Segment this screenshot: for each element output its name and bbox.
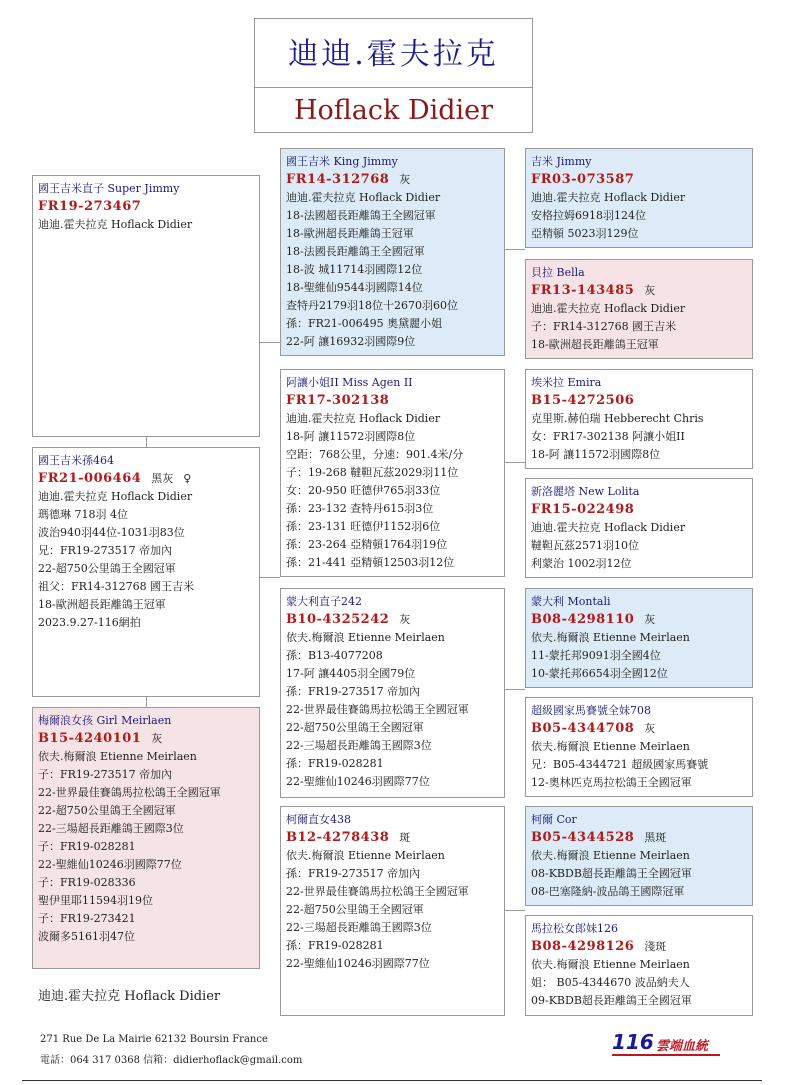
connector <box>146 697 147 707</box>
info-line: 22-三場超長距離鴿王國際3位 <box>38 822 184 835</box>
info-line: 迪迪.霍夫拉克 Hoflack Didier <box>38 490 193 503</box>
info-line: 22-超750公里鴿王全國冠軍 <box>38 562 176 575</box>
info-line: 空距：768公里，分速：901.4米/分 <box>286 448 464 461</box>
dam-sire-dam-card[interactable] <box>525 478 753 578</box>
pigeon-name: 國王吉米孫464 <box>38 454 114 467</box>
pigeon-name: 柯爾直女438 <box>286 813 351 826</box>
info-line: 22-超750公里鴿王全國冠軍 <box>286 721 424 734</box>
info-line: 孫：23-264 亞精頓1764羽19位 <box>286 538 448 551</box>
info-line: 依夫.梅爾浪 Etienne Meirlaen <box>286 849 445 862</box>
info-line: 迪迪.霍夫拉克 Hoflack Didier <box>38 218 193 231</box>
ring-number: B15-4272506 <box>531 393 635 408</box>
connector <box>505 462 525 463</box>
info-line: 依夫.梅爾浪 Etienne Meirlaen <box>531 849 690 862</box>
info-line: 孫：B13-4077208 <box>286 649 383 662</box>
info-line: 孫：FR19-028281 <box>286 939 384 952</box>
info-line: 22-聖維仙10246羽國際77位 <box>286 957 430 970</box>
ring-number: B05-4344528 <box>531 830 635 845</box>
ring-number: B15-4240101 <box>38 731 142 746</box>
ring-number: B08-4298110 <box>531 612 635 627</box>
info-line: 依夫.梅爾浪 Etienne Meirlaen <box>531 740 690 753</box>
pigeon-name: 柯爾 Cor <box>531 813 577 826</box>
info-line: 兄：B05-4344721 超級國家馬賽號 <box>531 758 709 771</box>
breeder-title-chinese: 迪迪.霍夫拉克 <box>288 37 499 72</box>
info-line: 迪迪.霍夫拉克 Hoflack Didier <box>531 302 686 315</box>
info-line: 22-世界最佳賽鴿馬拉松鴿王全國冠軍 <box>286 703 469 716</box>
info-line: 利蒙治 1002羽12位 <box>531 557 632 570</box>
dam-sire-card[interactable] <box>280 369 505 577</box>
info-line: 子：FR19-028336 <box>38 876 136 889</box>
breeder-address: 271 Rue De La Mairie 62132 Boursin France <box>40 1034 268 1045</box>
logo-number: 116 <box>612 1030 654 1054</box>
connector <box>505 689 525 690</box>
dam-sire-sire-card[interactable] <box>525 369 753 469</box>
info-line: 22-三場超長距離鴿王國際3位 <box>286 921 432 934</box>
color-label: 灰 <box>644 613 656 626</box>
info-line: 子：19-268 韃靼瓦茲2029羽11位 <box>286 466 459 479</box>
breeder-title-english: Hoflack Didier <box>293 95 494 126</box>
dam-dam-sire-card[interactable] <box>280 588 505 798</box>
info-line: 波爾多5161羽47位 <box>38 930 135 943</box>
info-line: 迪迪.霍夫拉克 Hoflack Didier <box>531 521 686 534</box>
info-line: 22-聖維仙10246羽國際77位 <box>286 775 430 788</box>
logo-underline <box>612 1054 720 1056</box>
ring-number: FR03-073587 <box>531 172 635 187</box>
footer-breeder-name: 迪迪.霍夫拉克 Hoflack Didier <box>38 989 221 1004</box>
info-line: 波治940羽44位-1031羽83位 <box>38 526 185 539</box>
info-line: 孫：FR19-028281 <box>286 757 384 770</box>
pigeon-name: 埃米拉 Emira <box>531 376 602 389</box>
info-line: 22-三場超長距離鴿王國際3位 <box>286 739 432 752</box>
info-line: 孫：21-441 亞精頓12503羽12位 <box>286 556 455 569</box>
info-line: 10-蒙托邦6654羽全國12位 <box>531 667 668 680</box>
info-line: 查特丹2179羽18位十2670羽60位 <box>286 299 458 312</box>
info-line: 22-世界最佳賽鴿馬拉松鴿王全國冠軍 <box>38 786 221 799</box>
color-label: 灰 <box>151 732 163 745</box>
info-line: 18-阿 讓11572羽國際8位 <box>531 448 661 461</box>
dam-dam-dam-card[interactable] <box>280 806 505 1016</box>
info-line: 18-阿 讓11572羽國際8位 <box>286 430 416 443</box>
info-line: 瑪德琳 718羽 4位 <box>38 508 128 521</box>
info-line: 18-波 城11714羽國際12位 <box>286 263 423 276</box>
pigeon-name: 超級國家馬賽號全妹708 <box>531 704 651 717</box>
info-line: 18-法國長距離鴿王全國冠軍 <box>286 245 425 258</box>
info-line: 12-奧林匹克馬拉松鴿王全國冠軍 <box>531 776 692 789</box>
info-line: 22-聖維仙10246羽國際77位 <box>38 858 182 871</box>
ring-number: B08-4298126 <box>531 939 635 954</box>
info-line: 克里斯.赫伯瑞 Hebberecht Chris <box>531 412 704 425</box>
info-line: 亞精頓 5023羽129位 <box>531 227 639 240</box>
info-line: 迪迪.霍夫拉克 Hoflack Didier <box>531 191 686 204</box>
info-line: 孫：FR19-273517 帝加內 <box>286 867 421 880</box>
title-divider <box>255 87 532 88</box>
info-line: 依夫.梅爾浪 Etienne Meirlaen <box>531 631 690 644</box>
title-box <box>254 18 533 133</box>
info-line: 2023.9.27-116網拍 <box>38 616 141 629</box>
cor-card[interactable] <box>525 806 753 906</box>
info-line: 18-聖維仙9544羽國際14位 <box>286 281 423 294</box>
info-line: 迪迪.霍夫拉克 Hoflack Didier <box>286 191 441 204</box>
info-line: 孫：23-132 查特丹615羽3位 <box>286 502 434 515</box>
info-line: 11-蒙托邦9091羽全國4位 <box>531 649 661 662</box>
pigeon-name: 吉米 Jimmy <box>531 155 592 168</box>
color-label: 斑 <box>399 831 411 844</box>
color-label: 灰 <box>644 722 656 735</box>
ring-number: FR15-022498 <box>531 502 635 517</box>
info-line: 18-法國超長距離鴿王全國冠軍 <box>286 209 436 222</box>
info-line: 孫：FR21-006495 奧黛麗小姐 <box>286 317 443 330</box>
sire-dam-card[interactable] <box>525 259 753 359</box>
connector <box>146 437 147 447</box>
sire-sire-card[interactable] <box>525 148 753 248</box>
info-line: 依夫.梅爾浪 Etienne Meirlaen <box>38 750 197 763</box>
info-line: 17-阿 讓4405羽全國79位 <box>286 667 416 680</box>
female-symbol-icon: ♀ <box>183 472 192 485</box>
info-line: 依夫.梅爾浪 Etienne Meirlaen <box>286 631 445 644</box>
info-line: 迪迪.霍夫拉克 Hoflack Didier <box>286 412 441 425</box>
info-line: 08-巴塞隆納-波品鴿王國際冠軍 <box>531 885 685 898</box>
sister-708-card[interactable] <box>525 697 753 797</box>
color-label: 淺斑 <box>644 940 667 953</box>
dam-card[interactable] <box>32 447 260 697</box>
connector <box>505 249 525 250</box>
info-line: 08-KBDB超長距離鴿王全國冠軍 <box>531 867 692 880</box>
color-label: 灰 <box>399 613 411 626</box>
info-line: 祖父：FR14-312768 國王吉米 <box>38 580 195 593</box>
montali-card[interactable] <box>525 588 753 688</box>
info-line: 09-KBDB超長距離鴿王全國冠軍 <box>531 994 692 1007</box>
info-line: 兄：FR19-273517 帝加內 <box>38 544 173 557</box>
info-line: 22-超750公里鴿王全國冠軍 <box>38 804 176 817</box>
color-label: 黑灰 <box>151 472 174 485</box>
info-line: 18-歐洲超長距離鴿王冠軍 <box>286 227 414 240</box>
connector <box>260 342 280 343</box>
ring-number: B05-4344708 <box>531 721 635 736</box>
sire-card[interactable] <box>280 148 505 356</box>
bottom-divider <box>22 1080 762 1081</box>
info-line: 孫：23-131 旺德伊1152羽6位 <box>286 520 441 533</box>
color-label: 灰 <box>399 173 411 186</box>
info-line: 22-世界最佳賽鴿馬拉松鴿王全國冠軍 <box>286 885 469 898</box>
info-line: 女：20-950 旺德伊765羽33位 <box>286 484 441 497</box>
ring-number: FR17-302138 <box>286 393 390 408</box>
color-label: 灰 <box>644 284 656 297</box>
info-line: 子：FR19-273421 <box>38 912 136 925</box>
pigeon-name: 國王吉米直子 Super Jimmy <box>38 182 180 195</box>
info-line: 18-歐洲超長距離鴿王冠軍 <box>38 598 166 611</box>
color-label: 黑斑 <box>644 831 667 844</box>
info-line: 18-歐洲超長距離鴿王冠軍 <box>531 338 659 351</box>
ring-number: FR14-312768 <box>286 172 390 187</box>
subject-card[interactable] <box>32 175 260 437</box>
info-line: 安格拉姆6918羽124位 <box>531 209 646 222</box>
info-line: 子：FR14-312768 國王吉米 <box>531 320 677 333</box>
info-line: 韃靼瓦茲2571羽10位 <box>531 539 639 552</box>
info-line: 22-超750公里鴿王全國冠軍 <box>286 903 424 916</box>
pigeon-name: 蒙大利直子242 <box>286 595 362 608</box>
pigeon-name: 馬拉松女郎妹126 <box>531 922 618 935</box>
info-line: 22-阿 讓16932羽國際9位 <box>286 335 416 348</box>
pigeon-name: 國王吉米 King Jimmy <box>286 155 398 168</box>
info-line: 孫：FR19-273517 帝加內 <box>286 685 421 698</box>
ring-number: FR21-006464 <box>38 471 142 486</box>
info-line: 依夫.梅爾浪 Etienne Meirlaen <box>531 958 690 971</box>
ring-number: FR13-143485 <box>531 283 635 298</box>
info-line: 聖伊里耶11594羽19位 <box>38 894 153 907</box>
logo-text: 雲端血統 <box>656 1039 709 1054</box>
info-line: 子：FR19-028281 <box>38 840 136 853</box>
info-line: 姐： B05-4344670 波品納夫人 <box>531 976 690 989</box>
info-line: 女：FR17-302138 阿讓小姐II <box>531 430 685 443</box>
ring-number: FR19-273467 <box>38 199 142 214</box>
connector <box>505 910 525 911</box>
marathon-sister-126-card[interactable] <box>525 915 753 1016</box>
pigeon-name: 阿讓小姐II Miss Agen II <box>286 376 413 389</box>
dam-dam-card[interactable] <box>32 707 260 969</box>
pigeon-name: 梅爾浪女孩 Girl Meirlaen <box>38 714 172 727</box>
brand-logo[interactable] <box>612 1030 722 1058</box>
ring-number: B12-4278438 <box>286 830 390 845</box>
pigeon-name: 新洛麗塔 New Lolita <box>531 485 640 498</box>
info-line: 子：FR19-273517 帝加內 <box>38 768 173 781</box>
pigeon-name: 貝拉 Bella <box>531 266 585 279</box>
ring-number: B10-4325242 <box>286 612 390 627</box>
pigeon-name: 蒙大利 Montali <box>531 595 611 608</box>
breeder-contact: 電話：064 317 0368 信箱：didierhoflack@gmail.com <box>40 1055 303 1066</box>
connector <box>260 577 280 578</box>
